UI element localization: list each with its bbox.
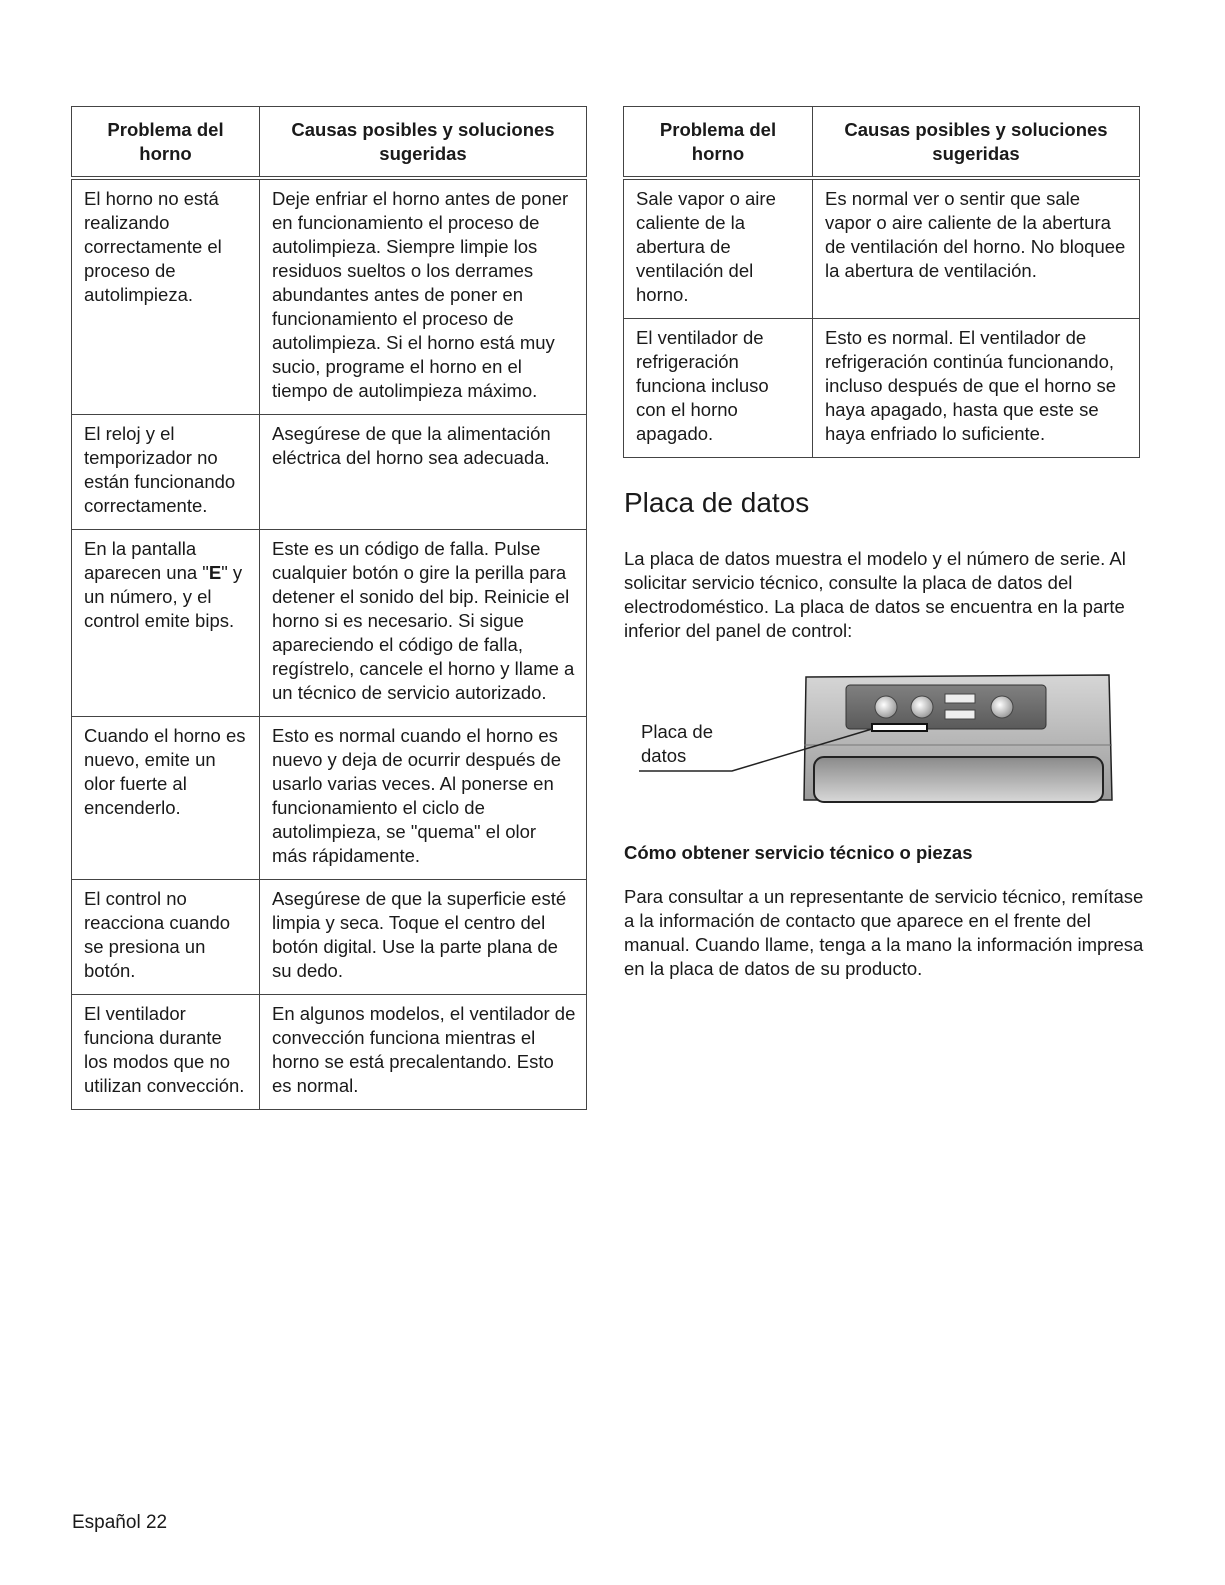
figure-callout-label xyxy=(641,720,713,768)
problem-cell: El horno no está realizando correctamente el proceso de autolimpieza. xyxy=(72,178,260,415)
troubleshooting-table-right xyxy=(623,106,1140,458)
solution-cell: Asegúrese de que la alimentación eléctrica del horno sea adecuada. xyxy=(260,415,587,530)
table-row xyxy=(72,995,587,1110)
table-row xyxy=(72,178,587,415)
troubleshooting-table-left xyxy=(71,106,587,1110)
service-paragraph: Para consultar a un representante de servicio técnico, remítase a la información de contacto que aparece en el frente del manual. Cuando llame, tenga a la mano la información impresa en la placa de datos de su producto. xyxy=(624,886,1144,979)
service-subtitle: Cómo obtener servicio técnico o piezas xyxy=(624,842,973,863)
callout-label-line: datos xyxy=(641,745,687,766)
problem-cell: El reloj y el temporizador no están funcionando correctamente. xyxy=(72,415,260,530)
problem-cell: Cuando el horno es nuevo, emite un olor fuerte al encenderlo. xyxy=(72,717,260,880)
solution-cell: Es normal ver o sentir que sale vapor o aire caliente de la abertura de ventilación del horno. No bloquee la abertura de ventilación. xyxy=(813,178,1140,319)
solution-cell: En algunos modelos, el ventilador de convección funciona mientras el horno se está precalentando. Esto es normal. xyxy=(260,995,587,1110)
solution-cell: Este es un código de falla. Pulse cualquier botón o gire la perilla para detener el sonido del bip. Reinicie el horno si es necesario. Si sigue apareciendo el código de falla, regístrelo, cancele el horno y llame a un técnico de servicio autorizado. xyxy=(260,530,587,717)
solution-cell: Esto es normal. El ventilador de refrigeración continúa funcionando, incluso después de que el horno se haya apagado, hasta que este se haya enfriado lo suficiente. xyxy=(813,319,1140,458)
problem-cell: El ventilador funciona durante los modos que no utilizan convección. xyxy=(72,995,260,1110)
page-footer: Español 22 xyxy=(72,1512,168,1533)
callout-label-line: Placa de xyxy=(641,721,713,742)
problem-cell: El ventilador de refrigeración funciona incluso con el horno apagado. xyxy=(624,319,813,458)
column-header-solutions: Causas posibles y soluciones sugeridas xyxy=(813,107,1140,179)
table-header-row xyxy=(72,107,587,179)
problem-cell: El control no reacciona cuando se presiona un botón. xyxy=(72,880,260,995)
table-header-row xyxy=(624,107,1140,179)
problem-text-end: " y un número, y el control emite bips. xyxy=(84,562,243,631)
table-row xyxy=(72,880,587,995)
problem-text-start: En la pantalla aparecen una " xyxy=(84,538,209,583)
column-header-solutions: Causas posibles y soluciones sugeridas xyxy=(260,107,587,179)
table-row xyxy=(624,178,1140,319)
control-panel-figure xyxy=(624,665,1124,815)
table-row xyxy=(72,717,587,880)
solution-cell: Esto es normal cuando el horno es nuevo y deja de ocurrir después de usarlo varias veces. Al ponerse en funcionamiento el ciclo de autolimpieza, se "quema" el olor más rápidamente. xyxy=(260,717,587,880)
problem-cell xyxy=(72,530,260,717)
error-code-letter: E xyxy=(208,562,222,583)
solution-cell: Asegúrese de que la superficie esté limpia y seca. Toque el centro del botón digital. Use la parte plana de su dedo. xyxy=(260,880,587,995)
column-header-problem: Problema del horno xyxy=(624,107,813,179)
data-plate-marker xyxy=(872,724,927,731)
section-title-data-plate: Placa de datos xyxy=(624,487,810,518)
column-header-problem: Problema del horno xyxy=(72,107,260,179)
problem-cell: Sale vapor o aire caliente de la abertura de ventilación del horno. xyxy=(624,178,813,319)
solution-cell: Deje enfriar el horno antes de poner en funcionamiento el proceso de autolimpieza. Siempre limpie los residuos sueltos o los derrames abundantes antes de poner en funcionamiento el proceso de autolimpieza. Si el horno está muy sucio, programe el horno en el tiempo de autolimpieza máximo. xyxy=(260,178,587,415)
data-plate-paragraph: La placa de datos muestra el modelo y el número de serie. Al solicitar servicio técnico, consulte la placa de datos del electrodoméstico. La placa de datos se encuentra en la parte inferior del panel de control: xyxy=(624,548,1126,641)
table-row xyxy=(72,530,587,717)
table-row xyxy=(72,415,587,530)
table-row xyxy=(624,319,1140,458)
